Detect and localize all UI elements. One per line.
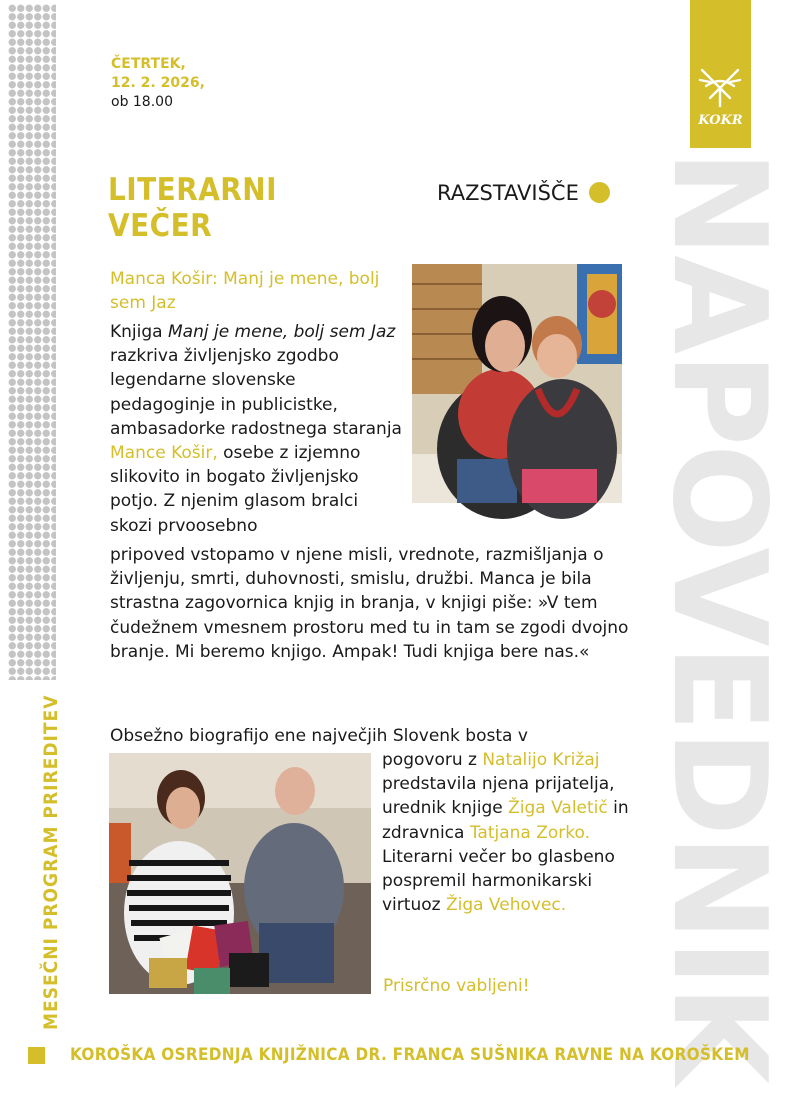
article-paragraph-3-first-line: Obsežno biografijo ene največjih Slovenk bosta v — [110, 726, 528, 746]
logo-text: KOKR — [698, 113, 743, 128]
p1-text-b: razkriva življenjsko zgodbo legendarne slovenske pedagoginje in publicistke, ambasadorke radostnega staranja — [110, 346, 402, 439]
musician-name: Žiga Vehovec. — [445, 895, 567, 916]
article-paragraph-1 — [110, 320, 405, 538]
event-time: ob 18.00 — [111, 94, 173, 110]
book-title: Manj je mene, bolj sem Jaz — [167, 322, 396, 342]
event-date — [111, 55, 205, 112]
logo-icon — [696, 62, 744, 110]
photo-book-presentation — [109, 753, 371, 994]
kokr-logo — [690, 0, 751, 148]
event-day: ČETRTEK, — [111, 56, 186, 72]
article-subtitle: Manca Košir: Manj je mene, bolj sem Jaz — [110, 269, 380, 313]
dot-pattern — [8, 4, 56, 680]
event-title — [108, 172, 277, 244]
author-name: Mance Košir, — [110, 443, 218, 464]
closing-invitation: Prisrčno vabljeni! — [383, 976, 530, 996]
photo-two-women — [412, 264, 622, 503]
doctor-name: Tatjana Zorko. — [469, 822, 591, 843]
p3-text-b: pogovoru z — [382, 750, 483, 770]
venue-label: RAZSTAVIŠČE — [437, 181, 579, 205]
article-paragraph-2: pripoved vstopamo v njene misli, vrednote, razmišljanja o življenju, smrti, duhovnosti, smislu, družbi. Manca je bila strastna zagovornica knjig in branja, v knjigi piše: »V tem čudežnem vmesnem prostoru med tu in tam se zgodi dvojno branje. Mi beremo knjigo. Ampak! Tudi knjiga bere nas.« — [110, 545, 629, 662]
p1-text-c: osebe z izjemno slikovito in bogato življenjsko potjo. Z njenim glasom bralci skozi prvoosebno — [110, 443, 361, 536]
vertical-program-label: MESEČNI PROGRAM PRIREDITEV — [40, 694, 62, 1030]
p3-text-c: predstavila njena prijatelja, urednik knjige — [382, 774, 615, 819]
event-date-value: 12. 2. 2026, — [111, 75, 205, 91]
title-line-1: LITERARNI — [108, 172, 277, 208]
side-banner — [644, 0, 793, 1100]
footer-library-name: KOROŠKA OSREDNJA KNJIŽNICA DR. FRANCA SUŠNIKA RAVNE NA KOROŠKEM — [70, 1045, 750, 1065]
article-paragraph-3 — [382, 748, 632, 917]
p3-text-d: in zdravnica — [382, 798, 629, 843]
p1-text-a: Knjiga — [110, 322, 168, 342]
moderator-name: Natalijo Križaj — [482, 750, 600, 770]
venue-dot-icon — [589, 182, 610, 203]
napovednik-watermark: NAPOVEDNIK — [644, 150, 793, 1083]
venue — [437, 181, 610, 205]
editor-name: Žiga Valetič — [508, 798, 608, 819]
p3-text-e: Literarni večer bo glasbeno pospremil harmonikarski virtuoz — [382, 846, 615, 916]
footer-square-icon — [28, 1047, 45, 1064]
title-line-2: VEČER — [108, 208, 213, 244]
